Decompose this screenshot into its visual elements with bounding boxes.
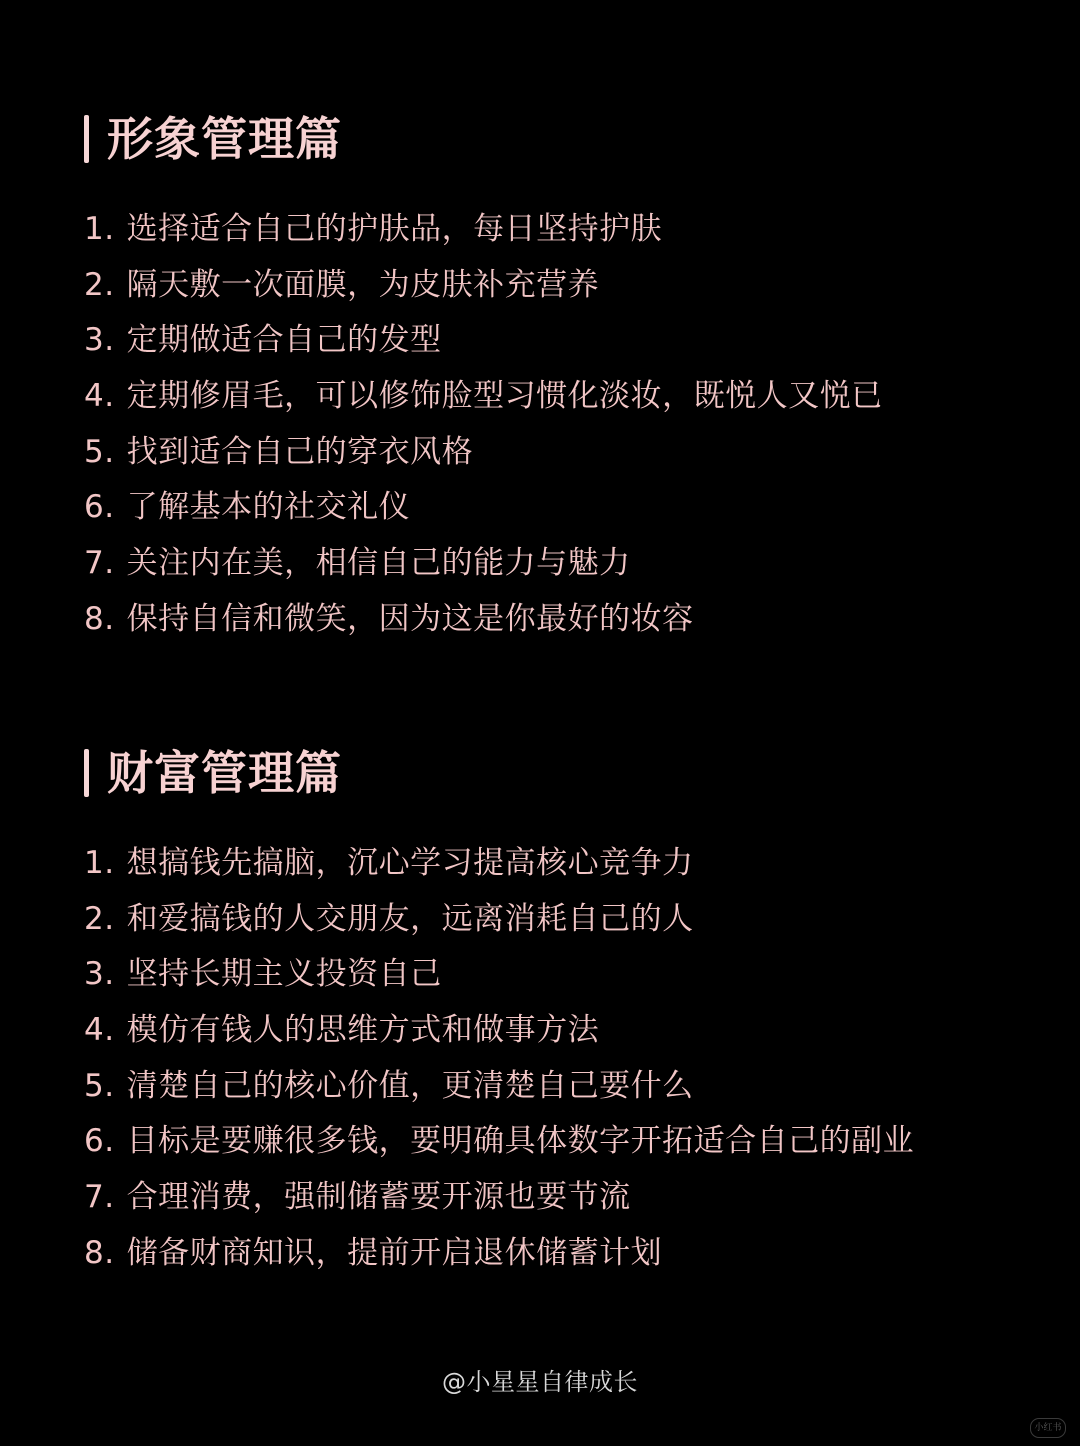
item-number: 1. bbox=[84, 844, 115, 881]
item-text: 坚持长期主义投资自己 bbox=[126, 956, 442, 993]
item-number: 5. bbox=[84, 433, 115, 470]
list-item bbox=[84, 1002, 1044, 1058]
item-number: 7. bbox=[84, 1178, 115, 1215]
list-item bbox=[84, 946, 1044, 1002]
item-number: 3. bbox=[84, 956, 115, 993]
list-item bbox=[84, 368, 1044, 424]
item-text: 保持自信和微笑，因为这是你最好的妆容 bbox=[126, 600, 694, 637]
item-number: 8. bbox=[84, 1234, 115, 1271]
item-number: 5. bbox=[84, 1067, 115, 1104]
item-text: 选择适合自己的护肤品，每日坚持护肤 bbox=[126, 210, 663, 247]
header-accent-bar bbox=[84, 749, 89, 797]
item-number: 6. bbox=[84, 489, 115, 526]
list-item bbox=[84, 479, 1044, 535]
item-text: 定期做适合自己的发型 bbox=[126, 322, 442, 359]
header-accent-bar bbox=[84, 115, 89, 163]
list-item bbox=[84, 1058, 1044, 1114]
tips-list bbox=[84, 201, 1044, 647]
tips-list bbox=[84, 835, 1044, 1281]
item-number: 3. bbox=[84, 322, 115, 359]
item-text: 模仿有钱人的思维方式和做事方法 bbox=[126, 1011, 600, 1048]
list-item bbox=[84, 1225, 1044, 1281]
list-item bbox=[84, 1113, 1044, 1169]
section-image-management bbox=[84, 108, 1044, 647]
list-item bbox=[84, 591, 1044, 647]
item-number: 4. bbox=[84, 1011, 115, 1048]
item-text: 隔天敷一次面膜，为皮肤补充营养 bbox=[126, 266, 600, 303]
item-text: 了解基本的社交礼仪 bbox=[126, 489, 411, 526]
list-item bbox=[84, 312, 1044, 368]
list-item bbox=[84, 835, 1044, 891]
section-title: 财富管理篇 bbox=[107, 746, 342, 800]
item-text: 关注内在美，相信自己的能力与魅力 bbox=[126, 544, 631, 581]
item-number: 7. bbox=[84, 544, 115, 581]
item-number: 2. bbox=[84, 900, 115, 937]
list-item bbox=[84, 891, 1044, 947]
item-text: 找到适合自己的穿衣风格 bbox=[126, 433, 474, 470]
item-number: 4. bbox=[84, 377, 115, 414]
item-text: 清楚自己的核心价值，更清楚自己要什么 bbox=[126, 1067, 694, 1104]
item-text: 目标是要赚很多钱，要明确具体数字开拓适合自己的副业 bbox=[126, 1123, 915, 1160]
list-item bbox=[84, 535, 1044, 591]
item-number: 8. bbox=[84, 600, 115, 637]
list-item bbox=[84, 201, 1044, 257]
item-text: 储备财商知识，提前开启退休储蓄计划 bbox=[126, 1234, 663, 1271]
item-text: 合理消费，强制储蓄要开源也要节流 bbox=[126, 1178, 631, 1215]
item-number: 2. bbox=[84, 266, 115, 303]
item-text: 想搞钱先搞脑，沉心学习提高核心竞争力 bbox=[126, 844, 694, 881]
section-header bbox=[84, 742, 1044, 804]
section-wealth-management bbox=[84, 742, 1044, 1281]
list-item bbox=[84, 424, 1044, 480]
item-text: 和爱搞钱的人交朋友，远离消耗自己的人 bbox=[126, 900, 694, 937]
section-header bbox=[84, 108, 1044, 170]
section-title: 形象管理篇 bbox=[107, 112, 342, 166]
item-number: 1. bbox=[84, 210, 115, 247]
item-number: 6. bbox=[84, 1123, 115, 1160]
item-text: 定期修眉毛，可以修饰脸型习惯化淡妆，既悦人又悦已 bbox=[126, 377, 883, 414]
author-watermark: @小星星自律成长 bbox=[442, 1368, 638, 1396]
list-item bbox=[84, 1169, 1044, 1225]
list-item bbox=[84, 257, 1044, 313]
platform-badge: 小红书 bbox=[1030, 1418, 1066, 1438]
